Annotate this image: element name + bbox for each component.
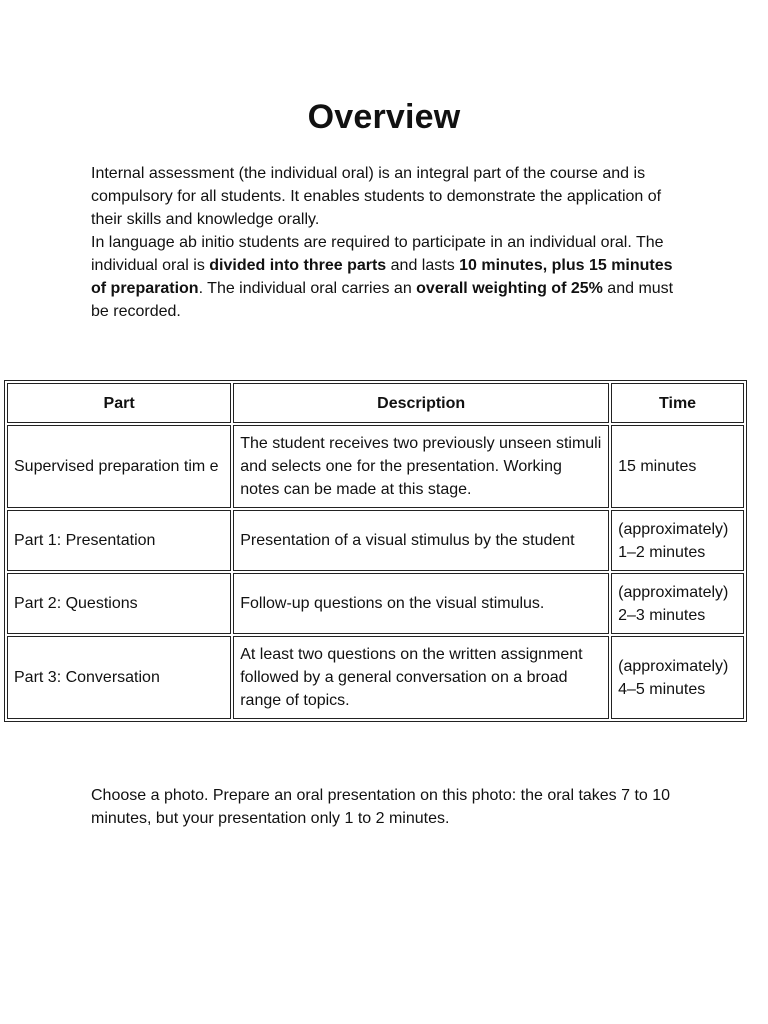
cell-time: 15 minutes	[611, 425, 744, 508]
instruction-text: Choose a photo. Prepare an oral presentation on this photo: the oral takes 7 to 10 minutes, but your presentation only 1 to 2 minutes.	[91, 787, 671, 827]
table-row	[7, 636, 744, 719]
cell-time: (approximately) 1–2 minutes	[611, 510, 744, 571]
header-time: Time	[611, 383, 744, 423]
table-row	[7, 510, 744, 571]
intro-text: and must be recorded.	[91, 280, 674, 320]
cell-description: Follow-up questions on the visual stimulus.	[233, 573, 609, 634]
intro-paragraph-1: Internal assessment (the individual oral) is an integral part of the course and is compulsory for all students. It enables students to demonstrate the application of their skills and knowledge orally.	[91, 165, 662, 228]
cell-description: The student receives two previously unseen stimuli and selects one for the presentation. Working notes can be made at this stage.	[233, 425, 609, 508]
assessment-table	[4, 380, 747, 722]
page-title: Overview	[307, 98, 461, 136]
table-header-row	[7, 383, 744, 423]
intro-text: . The individual oral carries an	[198, 280, 417, 297]
intro-bold-text: divided into three parts	[209, 257, 387, 274]
cell-part: Part 2: Questions	[7, 573, 231, 634]
intro-section	[91, 162, 681, 323]
table-row	[7, 573, 744, 634]
cell-time: (approximately) 4–5 minutes	[611, 636, 744, 719]
cell-description: Presentation of a visual stimulus by the student	[233, 510, 609, 571]
header-part: Part	[7, 383, 231, 423]
intro-bold-text: overall weighting of 25%	[416, 280, 603, 297]
intro-paragraph-2	[91, 231, 681, 323]
intro-text: and lasts	[386, 257, 460, 274]
cell-part: Part 3: Conversation	[7, 636, 231, 719]
intro-bold-text: 10 minutes, plus 15 minutes of preparation	[91, 257, 673, 297]
cell-part: Part 1: Presentation	[7, 510, 231, 571]
cell-description: At least two questions on the written assignment followed by a general conversation on a broad range of topics.	[233, 636, 609, 719]
intro-text: In language ab initio students are required to participate in an individual oral. The individual oral is	[91, 234, 664, 274]
table-row	[7, 425, 744, 508]
header-description: Description	[233, 383, 609, 423]
cell-time: (approximately) 2–3 minutes	[611, 573, 744, 634]
cell-part: Supervised preparation tim e	[7, 425, 231, 508]
